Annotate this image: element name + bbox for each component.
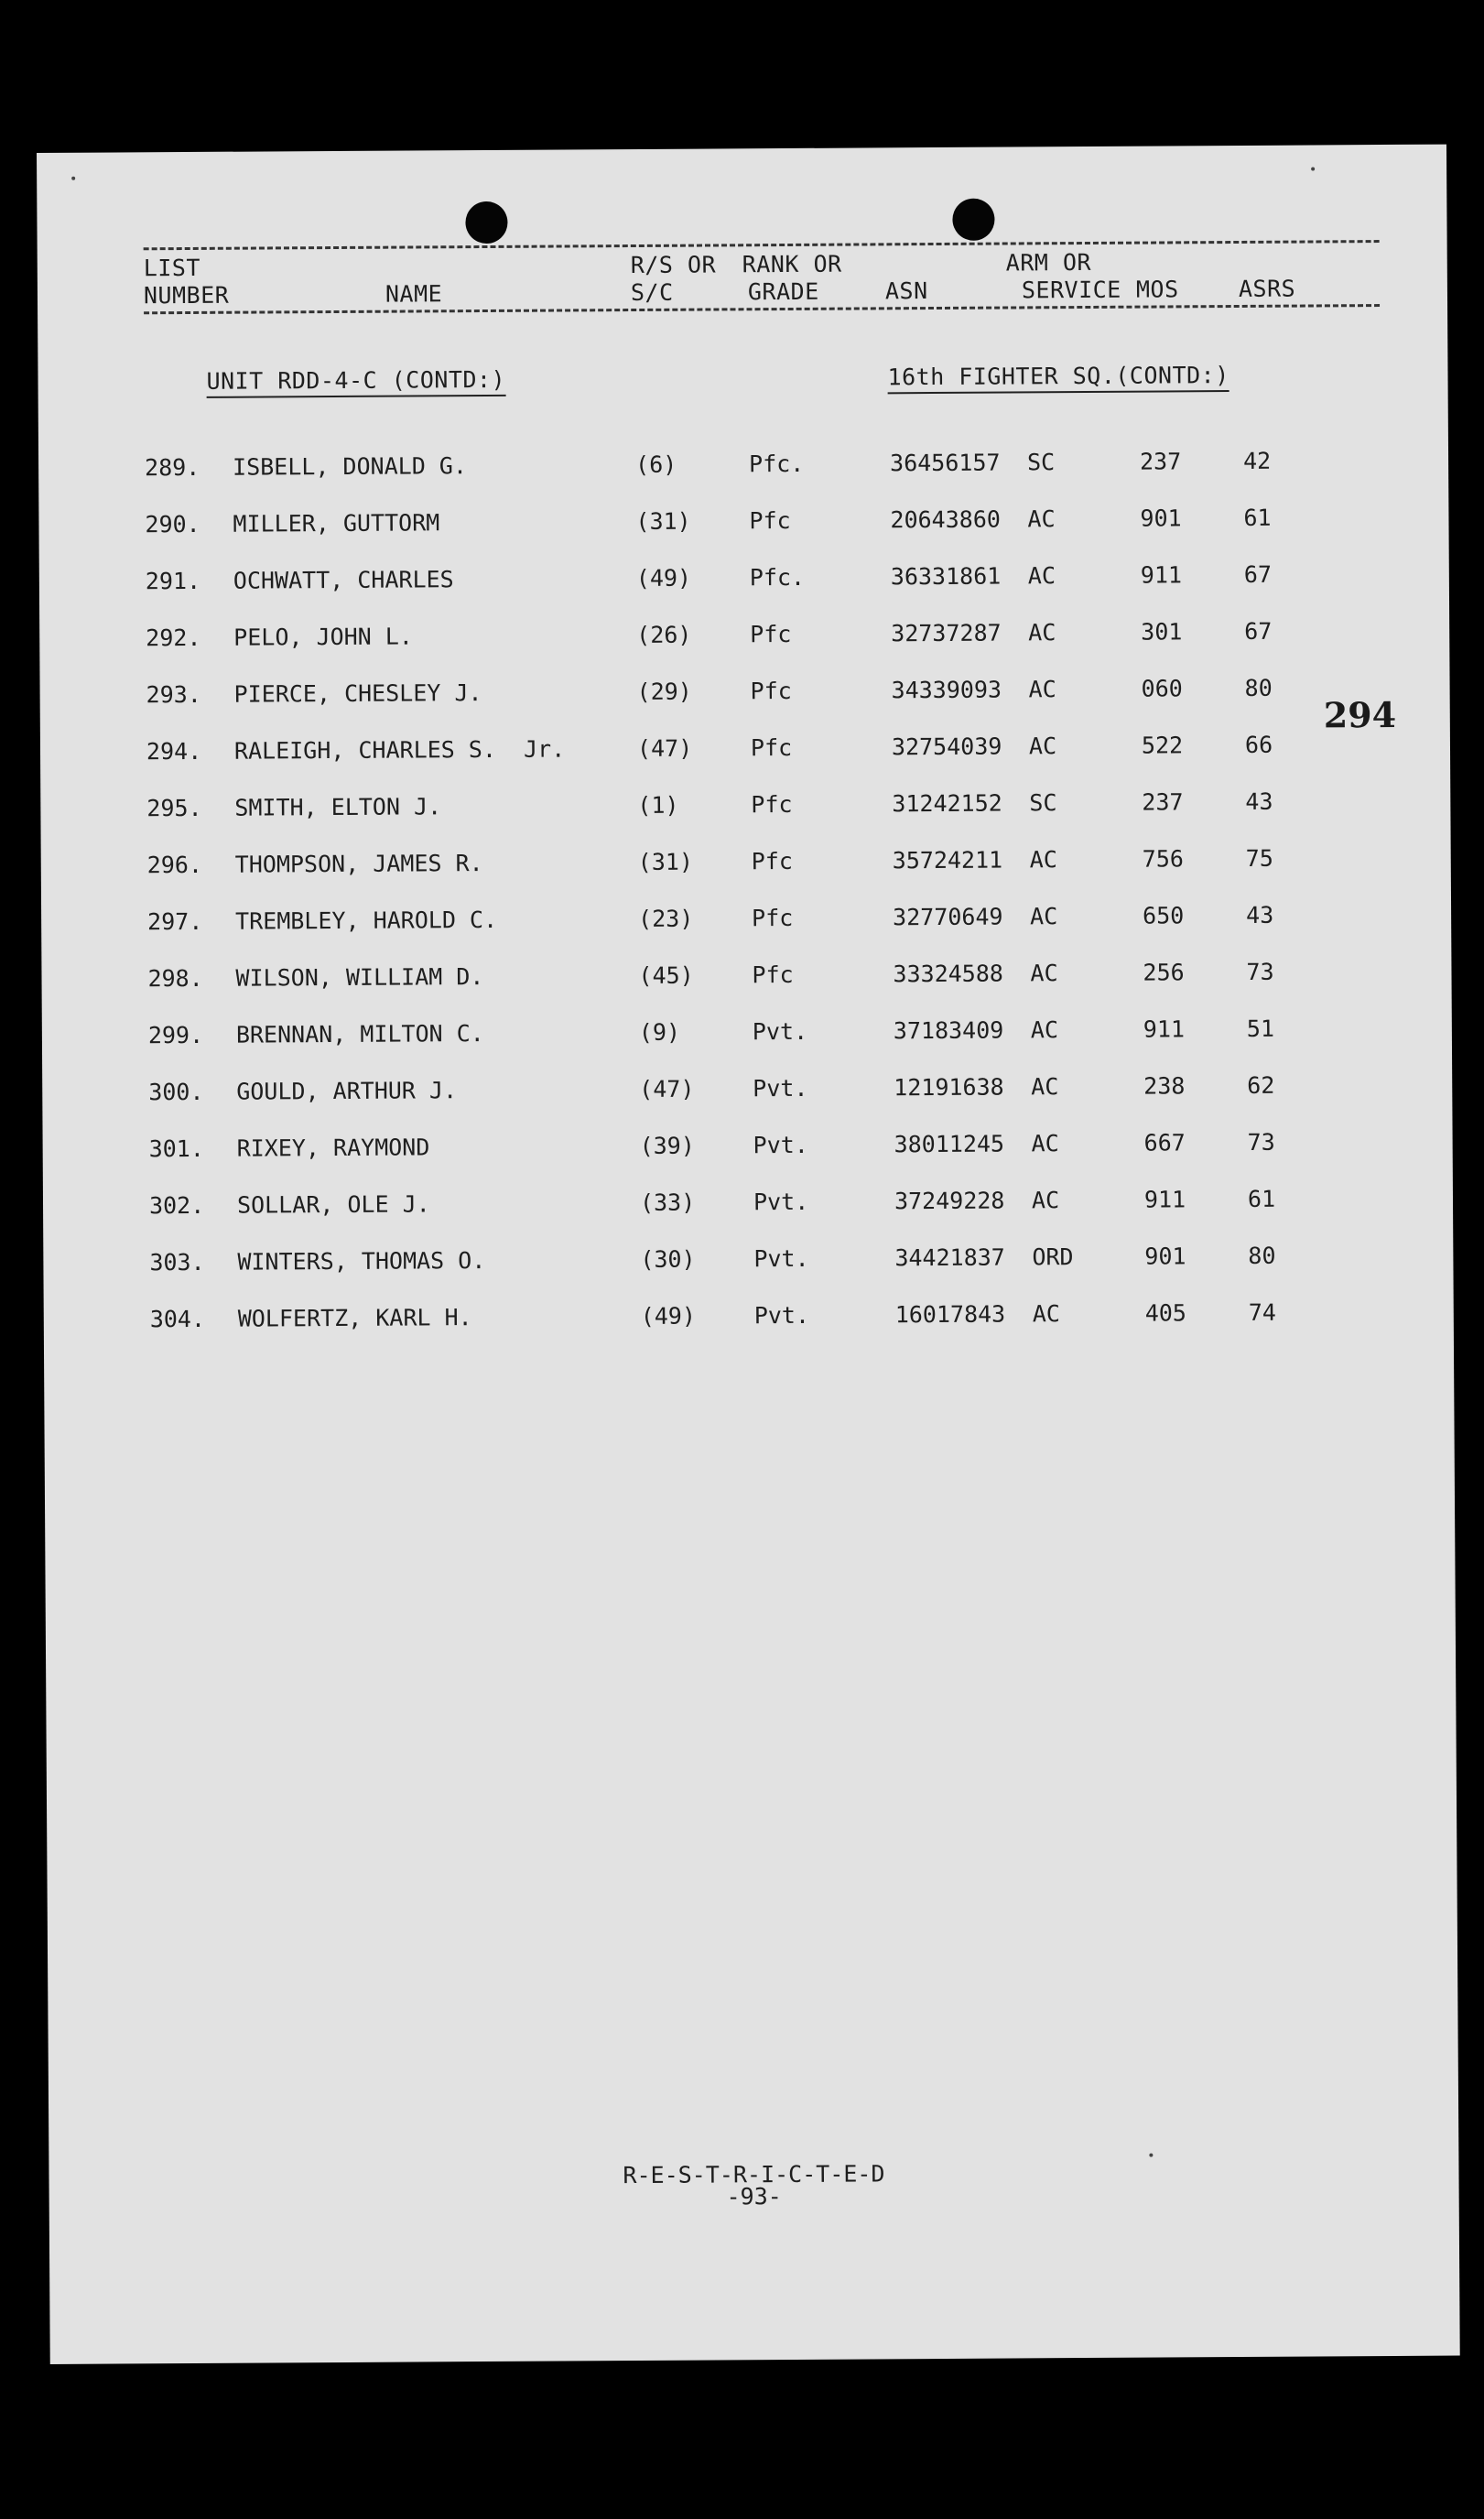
header-top-rule [144,240,1380,250]
rank: Pfc. [749,563,806,592]
mos: 522 [1141,732,1184,759]
arm-service: AC [1028,733,1057,760]
asrs: 80 [1244,674,1273,701]
arm-service: SC [1029,789,1057,817]
soldier-name: SOLLAR, OLE J. [236,1190,430,1219]
table-row [42,1015,1452,1080]
rank: Pfc [751,847,793,875]
squadron-heading-text: 16th FIGHTER SQ.(CONTD:) [887,362,1229,394]
rank: Pfc [750,620,792,648]
arm-service: AC [1032,1300,1060,1328]
arm-service: SC [1026,449,1056,476]
mos: 237 [1139,448,1182,475]
header-bottom-rule [144,304,1380,314]
paper-speck [71,177,75,180]
rs-sc: (45) [638,961,694,990]
table-row [44,1298,1454,1363]
asn: 32770649 [893,903,1003,931]
table-row [41,844,1451,909]
header-list-line1: LIST [143,254,201,282]
mos: 901 [1140,505,1182,532]
asrs: 61 [1247,1185,1276,1212]
list-number: 296. [146,851,203,879]
mos: 238 [1143,1072,1186,1100]
list-number: 302. [148,1191,205,1220]
soldier-name: MILLER, GUTTORM [233,509,440,537]
paper-speck [1149,2154,1153,2157]
header-mos: MOS [1135,276,1179,303]
asn: 36456157 [889,449,1001,477]
asrs: 62 [1247,1071,1275,1099]
arm-service: AC [1031,1073,1059,1101]
soldier-name: SMITH, ELTON J. [234,793,442,821]
unit-heading-text: UNIT RDD-4-C (CONTD:) [206,366,505,398]
table-row [43,1242,1453,1307]
asrs: 67 [1244,617,1273,645]
soldier-name: WOLFERTZ, KARL H. [237,1304,472,1332]
header-rank-line1: RANK OR [742,250,842,278]
soldier-name: ISBELL, DONALD G. [233,452,468,481]
list-number: 293. [146,680,201,709]
margin-page-number: 294 [1323,693,1397,736]
rs-sc: (49) [640,1302,697,1330]
rank: Pfc [751,790,793,819]
list-number: 295. [146,794,202,822]
table-row [40,787,1450,852]
rs-sc: (23) [638,905,694,933]
table-row [40,674,1450,739]
soldier-name: WILSON, WILLIAM D. [235,963,484,992]
rank: Pvt. [753,1131,808,1159]
asn: 33324588 [893,960,1004,988]
asrs: 74 [1248,1298,1276,1326]
table-row [39,617,1449,682]
rs-sc: (47) [639,1075,695,1102]
list-number: 291. [145,567,201,595]
rank: Pfc [749,506,791,535]
header-asn: ASN [884,277,928,305]
table-row [39,560,1449,625]
soldier-name: PIERCE, CHESLEY J. [233,679,482,708]
asrs: 43 [1246,901,1274,928]
asn: 37183409 [893,1016,1004,1045]
rank: Pvt. [753,1188,809,1216]
rs-sc: (49) [635,564,692,592]
mos: 256 [1143,959,1185,986]
asn: 31242152 [892,789,1002,818]
soldier-name: WINTERS, THOMAS O. [237,1247,486,1276]
mos: 911 [1143,1015,1186,1043]
soldier-name: RIXEY, RAYMOND [236,1134,430,1162]
rs-sc: (47) [636,734,693,763]
asn: 32737287 [891,619,1002,647]
asn: 16017843 [894,1300,1006,1329]
header-name: NAME [385,280,443,308]
asn: 32754039 [891,733,1002,761]
rank: Pfc [750,733,793,762]
asrs: 73 [1247,1128,1275,1156]
table-row [38,504,1448,569]
asn: 12191638 [894,1073,1004,1102]
mos: 060 [1141,675,1183,702]
rank: Pvt. [753,1244,809,1273]
page-number: -93- [726,2183,782,2210]
header-rs-line2: S/C [630,278,674,307]
rs-sc: (26) [636,621,692,649]
rs-sc: (1) [637,791,679,820]
mos: 911 [1143,1186,1186,1213]
rs-sc: (31) [635,507,691,536]
asrs: 51 [1246,1015,1275,1042]
header-list-line2: NUMBER [143,281,230,309]
unit-heading [206,366,505,395]
asrs: 43 [1245,787,1273,815]
arm-service: AC [1027,562,1056,590]
asn: 34421837 [894,1243,1005,1272]
list-number: 303. [149,1248,205,1276]
list-number: 304. [149,1305,206,1333]
header-arm-line2: SERVICE [1021,276,1121,304]
arm-service: AC [1028,619,1056,646]
asn: 34339093 [891,676,1002,704]
asn: 38011245 [894,1130,1005,1158]
table-row [41,958,1451,1023]
table-row [41,901,1451,966]
table-row [42,1071,1452,1136]
restricted-marking: R-E-S-T-R-I-C-T-E-D [623,2160,885,2189]
rs-sc: (6) [635,451,677,479]
arm-service: AC [1027,505,1056,533]
asn: 20643860 [890,505,1001,534]
arm-service: AC [1030,903,1058,930]
rs-sc: (39) [639,1132,695,1159]
mos: 756 [1142,845,1184,873]
arm-service: AC [1028,676,1056,703]
rank: Pfc [752,961,794,989]
asn: 37249228 [894,1187,1005,1215]
arm-service: AC [1031,1130,1059,1157]
list-number: 292. [146,624,201,652]
soldier-name: THOMPSON, JAMES R. [234,850,483,878]
asrs: 73 [1246,958,1274,985]
rank: Pfc [752,904,794,932]
soldier-name: BRENNAN, MILTON C. [235,1020,484,1048]
header-asrs: ASRS [1238,275,1296,302]
soldier-name: GOULD, ARTHUR J. [236,1077,458,1105]
mos: 911 [1140,561,1183,589]
document-page [37,145,1460,2364]
header-rank-line2: GRADE [747,277,819,306]
arm-service: AC [1030,1016,1059,1044]
asrs: 66 [1244,731,1273,758]
list-number: 301. [148,1135,204,1163]
header-arm-line1: ARM OR [1005,248,1092,277]
mos: 237 [1142,788,1184,816]
table-row [43,1128,1453,1193]
paper-speck [1311,167,1315,170]
list-number: 300. [148,1078,204,1106]
header-rs-line1: R/S OR [630,251,717,279]
asrs: 67 [1243,560,1273,588]
list-number: 297. [147,907,203,936]
table-row [40,731,1450,796]
squadron-heading [887,362,1229,390]
soldier-name: RALEIGH, CHARLES S. Jr. [233,735,566,765]
asrs: 80 [1248,1242,1276,1269]
table-row [43,1185,1453,1250]
table-row [38,447,1448,512]
mos: 650 [1143,902,1185,929]
rs-sc: (29) [636,678,692,706]
mos: 901 [1144,1243,1186,1270]
list-number: 298. [147,964,203,993]
soldier-name: OCHWATT, CHARLES [233,566,454,594]
arm-service: ORD [1032,1243,1074,1271]
rs-sc: (31) [637,848,694,876]
arm-service: AC [1029,846,1057,874]
soldier-name: TREMBLEY, HAROLD C. [235,906,498,935]
rank: Pfc [750,677,792,705]
rank: Pvt. [752,1017,808,1046]
rs-sc: (33) [639,1189,696,1216]
soldier-name: PELO, JOHN L. [233,623,413,651]
rs-sc: (9) [638,1018,681,1046]
list-number: 290. [145,510,200,538]
mos: 301 [1141,618,1183,646]
mos: 667 [1143,1129,1186,1156]
arm-service: AC [1030,960,1058,987]
list-number: 289. [145,453,200,482]
rank: Pfc. [749,450,805,478]
rs-sc: (30) [640,1245,696,1273]
asrs: 42 [1242,447,1272,474]
asn: 36331861 [890,562,1002,591]
asn: 35724211 [892,846,1003,874]
punch-hole-left [465,201,507,244]
rank: Pvt. [753,1074,808,1102]
rank: Pvt. [753,1301,810,1330]
mos: 405 [1144,1299,1187,1327]
list-number: 294. [146,737,202,765]
punch-hole-right [952,199,994,241]
list-number: 299. [147,1021,204,1049]
asrs: 75 [1245,844,1273,872]
asrs: 61 [1243,504,1272,531]
arm-service: AC [1031,1187,1060,1214]
